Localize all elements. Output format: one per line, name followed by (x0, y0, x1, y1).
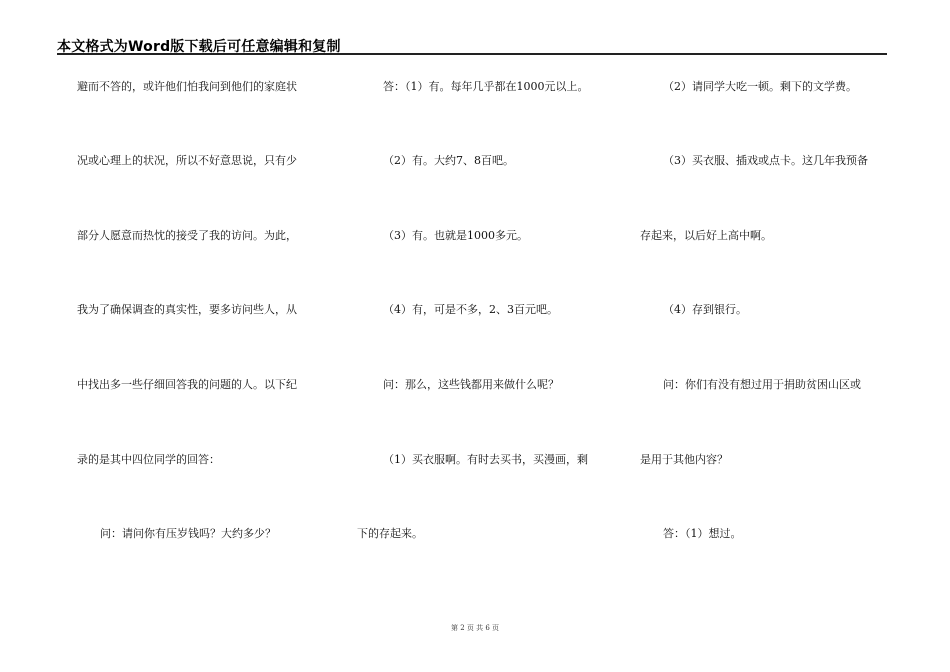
middle-line-4: （4）有，可是不多，2、3百元吧。 (383, 303, 558, 316)
page-number: 第 2 页 共 6 页 (450, 624, 500, 632)
left-line-7: 问：请问你有压岁钱吗？大约多少？ (100, 527, 276, 540)
middle-line-2: （2）有。大约7、8百吧。 (383, 154, 514, 167)
header-divider (57, 53, 887, 55)
right-line-3: 存起来，以后好上高中啊。 (640, 229, 772, 242)
right-line-4: （4）存到银行。 (663, 303, 747, 316)
left-line-6: 录的是其中四位同学的回答： (77, 453, 220, 466)
page-header-title: 本文格式为Word版下载后可任意编辑和复制 (57, 39, 341, 55)
left-line-1: 避而不答的，或许他们怕我问到他们的家庭状 (77, 80, 297, 93)
right-line-7: 答：（1）想过。 (663, 527, 742, 540)
middle-line-5: 问：那么，这些钱都用来做什么呢？ (383, 378, 559, 391)
right-line-2: （3）买衣服、插戏或点卡。这几年我预备 (663, 154, 868, 167)
left-line-3: 部分人愿意而热忱的接受了我的访问。为此， (77, 229, 297, 242)
middle-line-1: 答：（1）有。每年几乎都在1000元以上。 (383, 80, 589, 93)
right-line-5: 问：你们有没有想过用于捐助贫困山区或 (663, 378, 861, 391)
middle-line-7: 下的存起来。 (357, 527, 423, 540)
left-line-4: 我为了确保调查的真实性，要多访问些人，从 (77, 303, 297, 316)
right-line-6: 是用于其他内容？ (640, 453, 728, 466)
left-line-2: 况或心理上的状况，所以不好意思说，只有少 (77, 154, 297, 167)
right-line-1: （2）请同学大吃一顿。剩下的文学费。 (663, 80, 857, 93)
left-line-5: 中找出多一些仔细回答我的问题的人。以下纪 (77, 378, 297, 391)
middle-line-3: （3）有。也就是1000多元。 (383, 229, 528, 242)
middle-line-6: （1）买衣服啊。有时去买书，买漫画，剩 (383, 453, 588, 466)
